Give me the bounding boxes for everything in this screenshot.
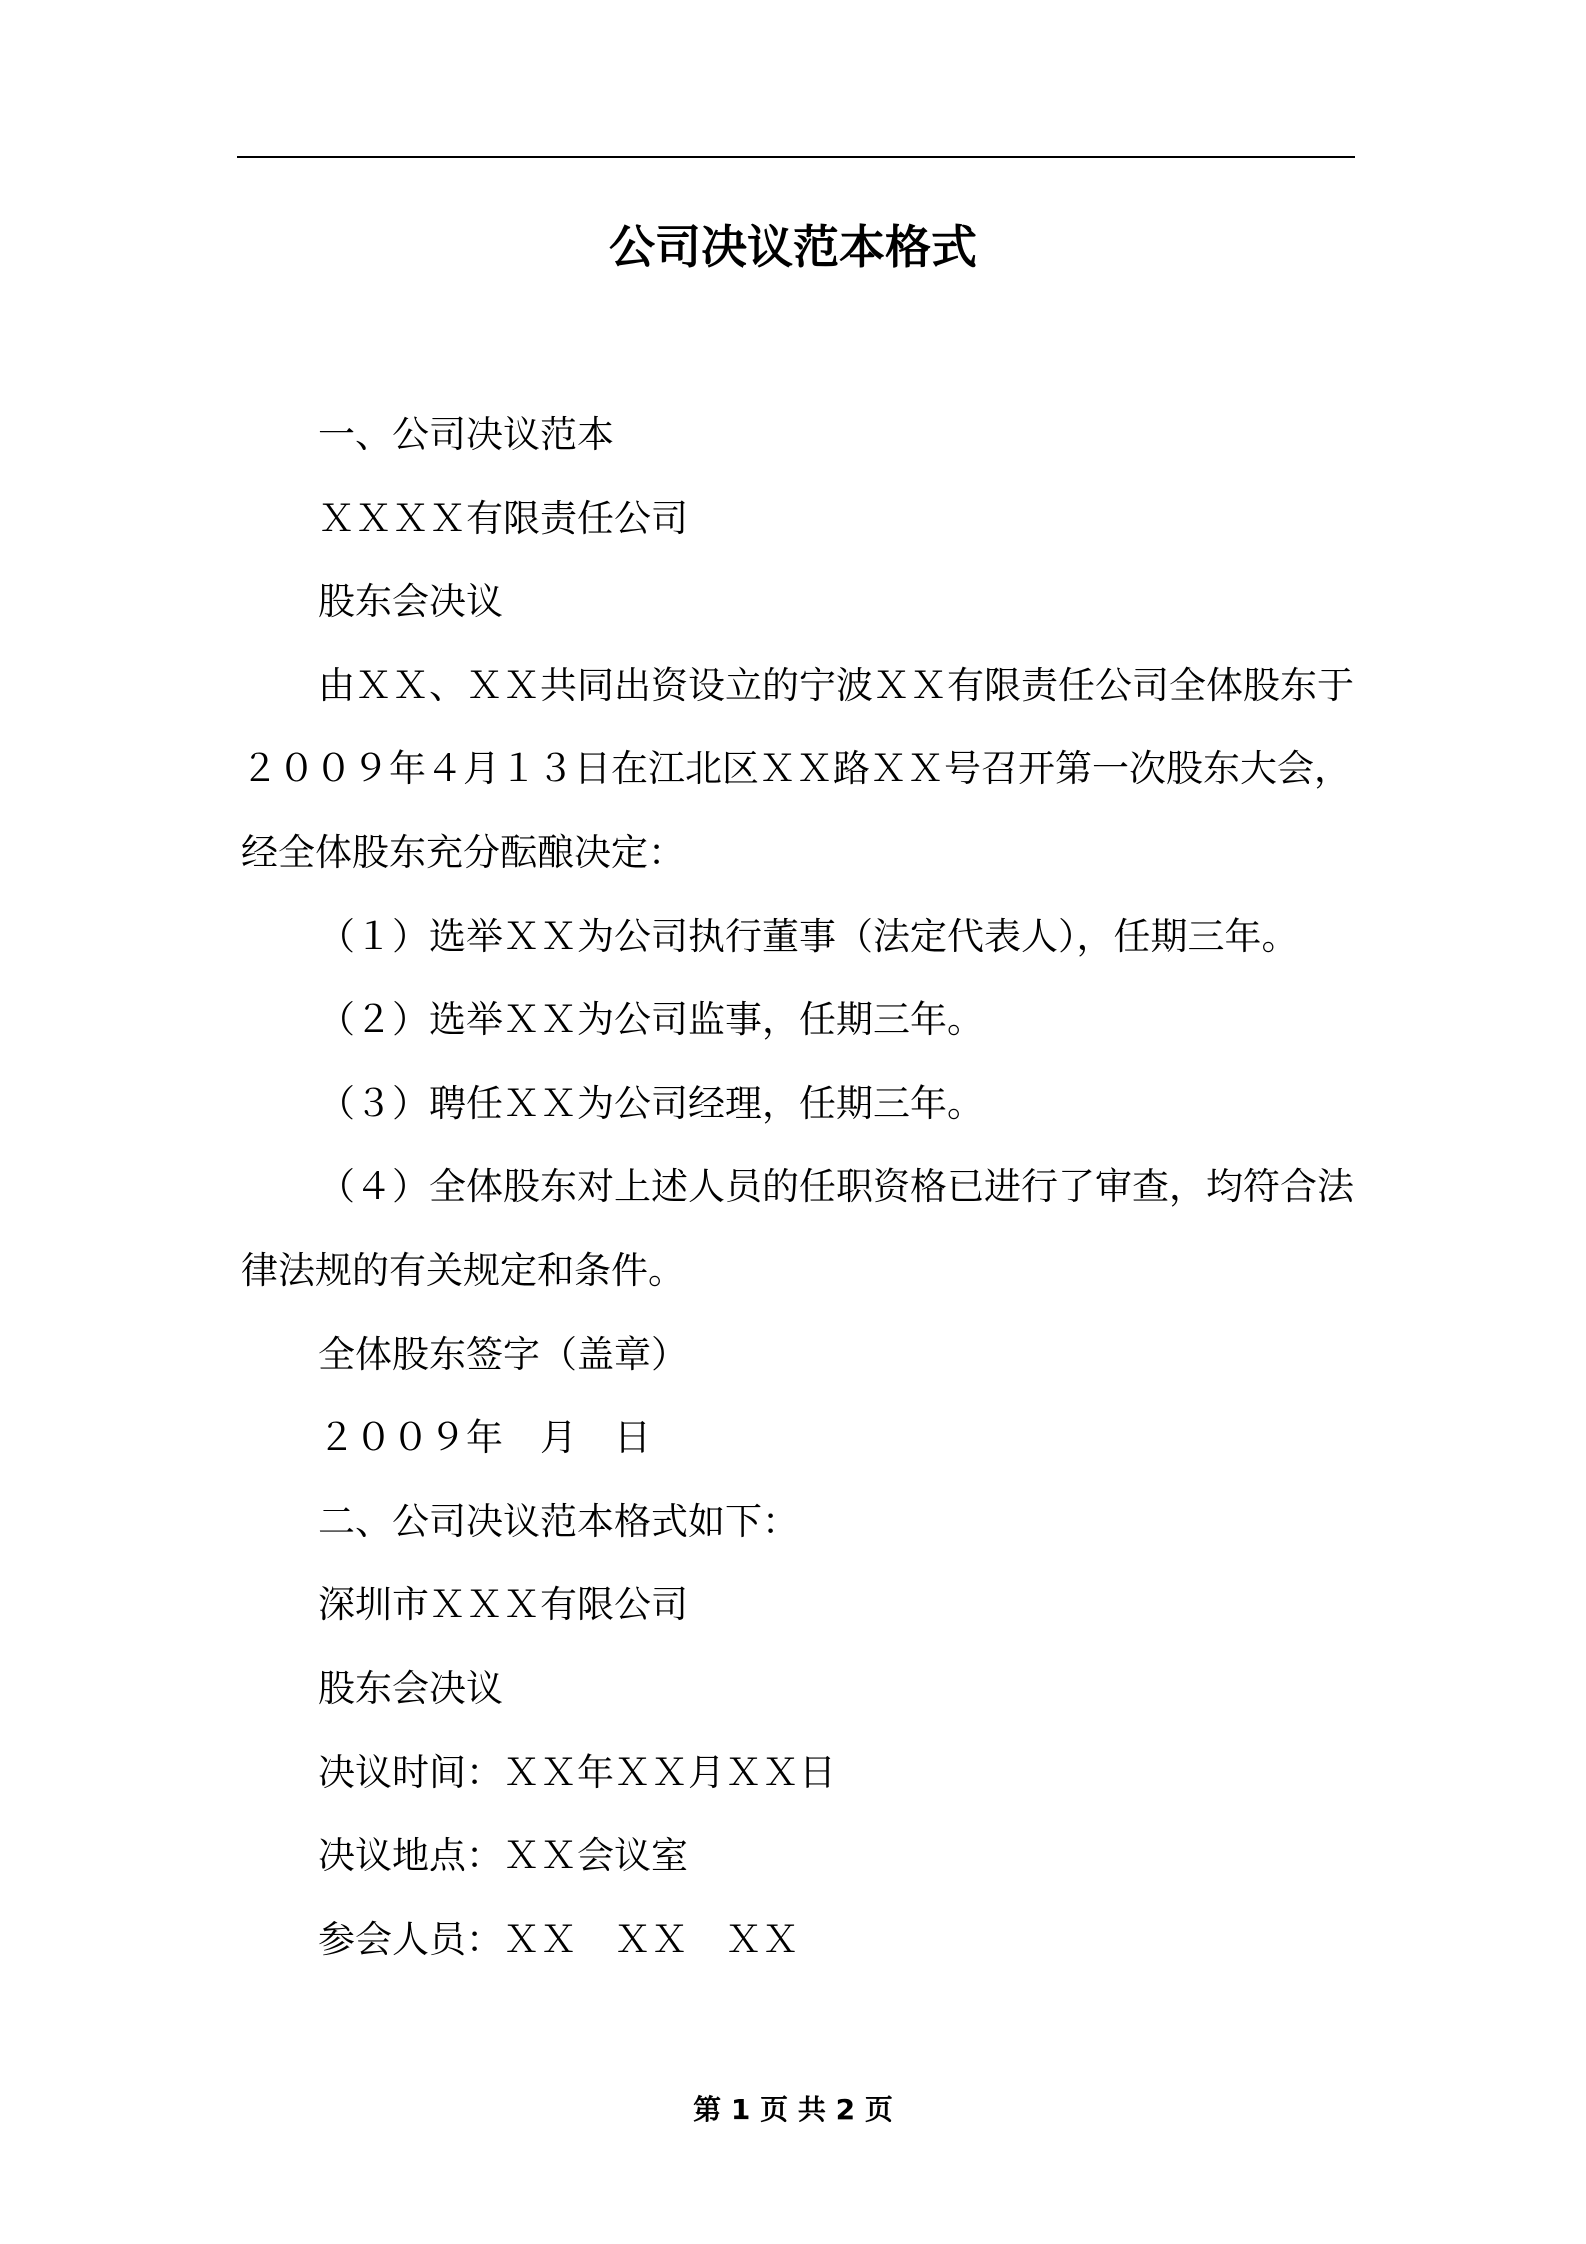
- page-footer: 第 1 页 共 2 页: [693, 2093, 893, 2126]
- section-1-company-name: ＸＸＸＸ有限责任公司: [318, 496, 688, 540]
- signature-line: 全体股东签字（盖章）: [318, 1332, 688, 1376]
- resolution-time: 决议时间：ＸＸ年ＸＸ月ＸＸ日: [318, 1750, 836, 1794]
- resolution-item-1: （１）选举ＸＸ为公司执行董事（法定代表人），任期三年。: [318, 914, 1299, 958]
- section-1-heading: 一、公司决议范本: [318, 413, 614, 456]
- date-line: ２００９年 月 日: [318, 1416, 651, 1460]
- attendees: 参会人员：ＸＸ ＸＸ ＸＸ: [318, 1917, 799, 1961]
- section-2-company-name: 深圳市ＸＸＸ有限公司: [318, 1583, 688, 1627]
- resolution-item-4-continued: 律法规的有关规定和条件。: [241, 1248, 685, 1292]
- resolution-item-2: （２）选举ＸＸ为公司监事，任期三年。: [318, 998, 984, 1042]
- resolution-location: 决议地点：ＸＸ会议室: [318, 1834, 688, 1878]
- section-2-heading: 二、公司决议范本格式如下：: [318, 1499, 799, 1543]
- intro-line: 经全体股东充分酝酿决定：: [241, 830, 685, 874]
- document-title: 公司决议范本格式: [609, 220, 977, 274]
- intro-line: 由ＸＸ、ＸＸ共同出资设立的宁波ＸＸ有限责任公司全体股东于: [318, 663, 1354, 707]
- intro-line: ２００９年４月１３日在江北区ＸＸ路ＸＸ号召开第一次股东大会，: [241, 747, 1351, 791]
- resolution-item-4: （４）全体股东对上述人员的任职资格已进行了审查，均符合法: [318, 1165, 1354, 1209]
- resolution-item-3: （３）聘任ＸＸ为公司经理，任期三年。: [318, 1081, 984, 1125]
- section-1-resolution-title: 股东会决议: [318, 580, 503, 624]
- section-2-resolution-title: 股东会决议: [318, 1666, 503, 1710]
- document-body: [241, 393, 1371, 1981]
- header-rule: [237, 156, 1355, 158]
